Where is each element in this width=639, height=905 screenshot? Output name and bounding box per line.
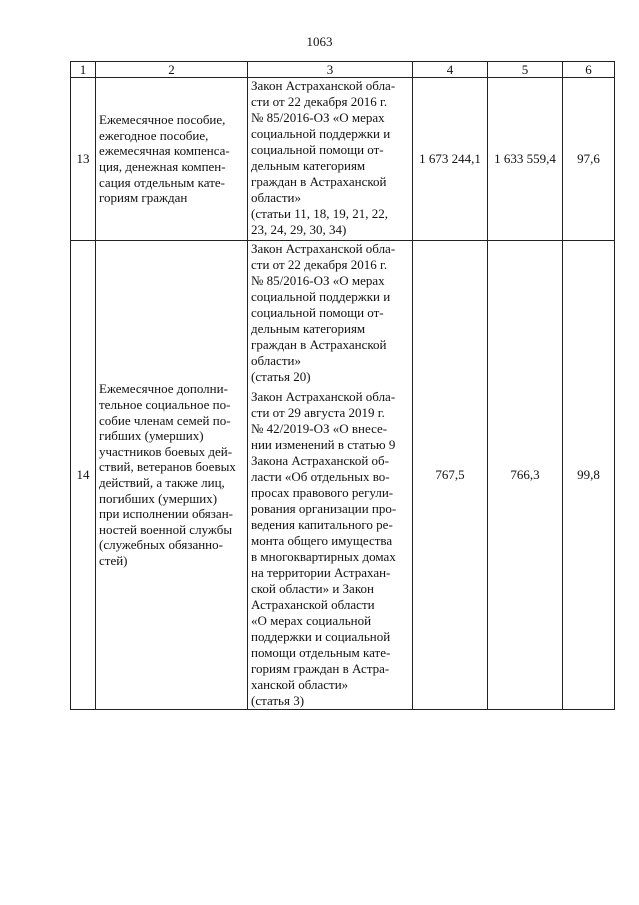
column-header-3: 3	[248, 62, 413, 78]
benefit-name-cell	[96, 78, 248, 241]
table-header-row	[71, 62, 615, 78]
benefit-name: Ежемесячное дополни- тельное социальное по- собие членам семей по- гибших (умерших) участников боевых дей- ствий, ветеранов боевых действий, а также лиц, погибших (умерших) при исполнении обязан- ностей военной службы (служебных обязанно- стей)	[99, 381, 236, 568]
column-header-1: 1	[71, 62, 96, 78]
row-number: 14	[71, 241, 96, 710]
column-header-6: 6	[563, 62, 615, 78]
column-header-2: 2	[96, 62, 248, 78]
execution-percent: 99,8	[563, 241, 615, 710]
execution-percent: 97,6	[563, 78, 615, 241]
law-reference-cell	[248, 78, 413, 241]
budget-table	[70, 61, 615, 710]
benefit-name-cell	[96, 241, 248, 710]
table-row	[71, 241, 615, 710]
page-number: 1063	[306, 34, 333, 49]
table-row	[71, 78, 615, 241]
column-header-4: 4	[413, 62, 488, 78]
column-header-5: 5	[488, 62, 563, 78]
law-reference: Закон Астраханской обла- сти от 29 августа 2019 г. № 42/2019-ОЗ «О внесе- нии изменений в статью 9 Закона Астраханской об- ласти «Об отдельных во- просах правового регули- рования организации про- ведения капитального ре- монта общего имущества в многоквартирных домах на территории Астрахан- ской области» и Закон Астраханской области «О мерах социальной поддержки и социальной помощи отдельным кате- гориям граждан в Астра- ханской области» (статья 3)	[251, 389, 397, 708]
actual-amount: 766,3	[488, 241, 563, 710]
law-reference: Закон Астраханской обла- сти от 22 декабря 2016 г. № 85/2016-ОЗ «О мерах социальной поддержки и социальной помощи от- дельным категориям граждан в Астраханской области» (статья 20)	[251, 241, 396, 384]
law-reference: Закон Астраханской обла- сти от 22 декабря 2016 г. № 85/2016-ОЗ «О мерах социальной поддержки и социальной помощи от- дельным категориям граждан в Астраханской области» (статьи 11, 18, 19, 21, 22, 23, 24, 29, 30, 34)	[251, 78, 396, 237]
planned-amount: 1 673 244,1	[413, 78, 488, 241]
row-number: 13	[71, 78, 96, 241]
benefit-name: Ежемесячное пособие, ежегодное пособие, ежемесячная компенса- ция, денежная компен- сация отдельным кате- гориям граждан	[99, 112, 230, 206]
law-reference-cell	[248, 241, 413, 710]
planned-amount: 767,5	[413, 241, 488, 710]
actual-amount: 1 633 559,4	[488, 78, 563, 241]
